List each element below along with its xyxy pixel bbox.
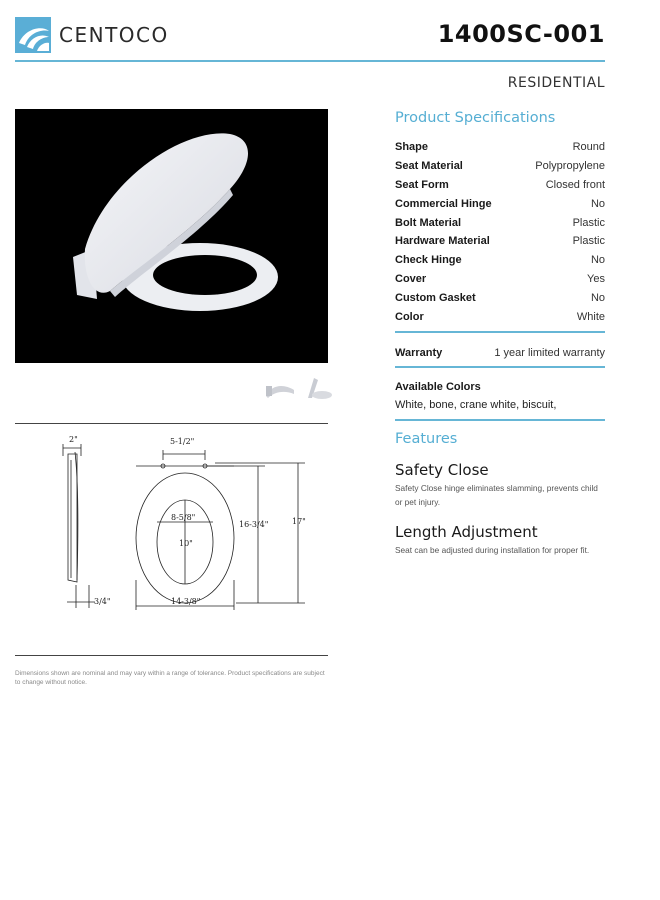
spec-value: Polypropylene [535, 160, 605, 173]
spec-label: Bolt Material [395, 216, 462, 229]
spec-value: Closed front [545, 178, 605, 191]
diagram-top-divider [15, 423, 328, 424]
available-colors-value: White, bone, crane white, biscuit, [395, 398, 557, 411]
brand-logo [15, 17, 169, 53]
spec-label: Seat Material [395, 160, 463, 173]
disclaimer-text: Dimensions shown are nominal and may vary within a range of tolerance. Product specifications are subject to change without notice. [15, 670, 325, 686]
spec-row [395, 251, 605, 270]
spec-value: Plastic [572, 235, 605, 248]
thumbnail-seat-side[interactable] [264, 376, 296, 400]
dim-seat-width: 14-3/8" [171, 597, 201, 606]
spec-value: Plastic [572, 216, 605, 229]
product-category: RESIDENTIAL [507, 75, 605, 91]
spec-row [395, 270, 605, 289]
spec-row [395, 194, 605, 213]
spec-row [395, 288, 605, 307]
warranty-row [395, 347, 605, 359]
dim-opening-width: 8-5/8" [171, 513, 196, 522]
spec-value: No [590, 291, 605, 304]
spec-row [395, 307, 605, 326]
feature-heading: Safety Close [395, 460, 489, 479]
warranty-divider [395, 366, 605, 368]
spec-label: Commercial Hinge [395, 197, 492, 210]
spec-row [395, 232, 605, 251]
spec-label: Color [395, 310, 424, 323]
dim-overall-length: 17" [292, 517, 306, 526]
spec-row [395, 176, 605, 195]
dim-thickness: 2" [69, 435, 78, 444]
thumbnail-strip [264, 376, 334, 400]
model-number: 1400SC-001 [437, 20, 605, 48]
available-colors-label: Available Colors [395, 380, 481, 393]
spec-label: Shape [395, 141, 429, 154]
feature-description: Safety Close hinge eliminates slamming, prevents child or pet injury. [395, 482, 598, 507]
spec-value: White [576, 310, 605, 323]
spec-row [395, 138, 605, 157]
thumbnail-seat-open[interactable] [302, 376, 334, 400]
spec-row [395, 213, 605, 232]
spec-value: No [590, 254, 605, 267]
feature-heading: Length Adjustment [395, 522, 538, 541]
spec-value: Round [572, 141, 605, 154]
spec-list [395, 138, 605, 326]
spec-label: Custom Gasket [395, 291, 476, 304]
feature-item [395, 523, 605, 557]
spec-value: Yes [587, 272, 605, 285]
warranty-value: 1 year limited warranty [494, 346, 605, 359]
product-photo [15, 109, 328, 363]
feature-item [395, 461, 605, 509]
logo-wave-icon [15, 17, 51, 53]
spec-row [395, 157, 605, 176]
dim-opening-length: 10" [179, 539, 193, 548]
spec-panel [395, 110, 605, 557]
spec-value: No [590, 197, 605, 210]
diagram-bottom-divider [15, 655, 328, 656]
features-title: Features [395, 430, 458, 447]
colors-divider [395, 419, 605, 421]
dim-bottom-offset: 3/4" [94, 597, 111, 606]
header-divider [15, 60, 605, 62]
spec-label: Hardware Material [395, 235, 490, 248]
spec-label: Cover [395, 272, 427, 285]
brand-name: CENTOCO [59, 23, 169, 47]
dim-seat-length: 16-3/4" [239, 520, 269, 529]
dimension-diagram [15, 430, 328, 615]
spec-label: Seat Form [395, 178, 449, 191]
feature-description: Seat can be adjusted during installation for proper fit. [395, 544, 590, 555]
specs-title: Product Specifications [395, 110, 556, 126]
toilet-seat-image [15, 109, 328, 363]
spec-divider [395, 331, 605, 333]
spec-label: Check Hinge [395, 254, 462, 267]
dim-hinge-spacing: 5-1/2" [170, 437, 195, 446]
warranty-label: Warranty [395, 346, 443, 359]
